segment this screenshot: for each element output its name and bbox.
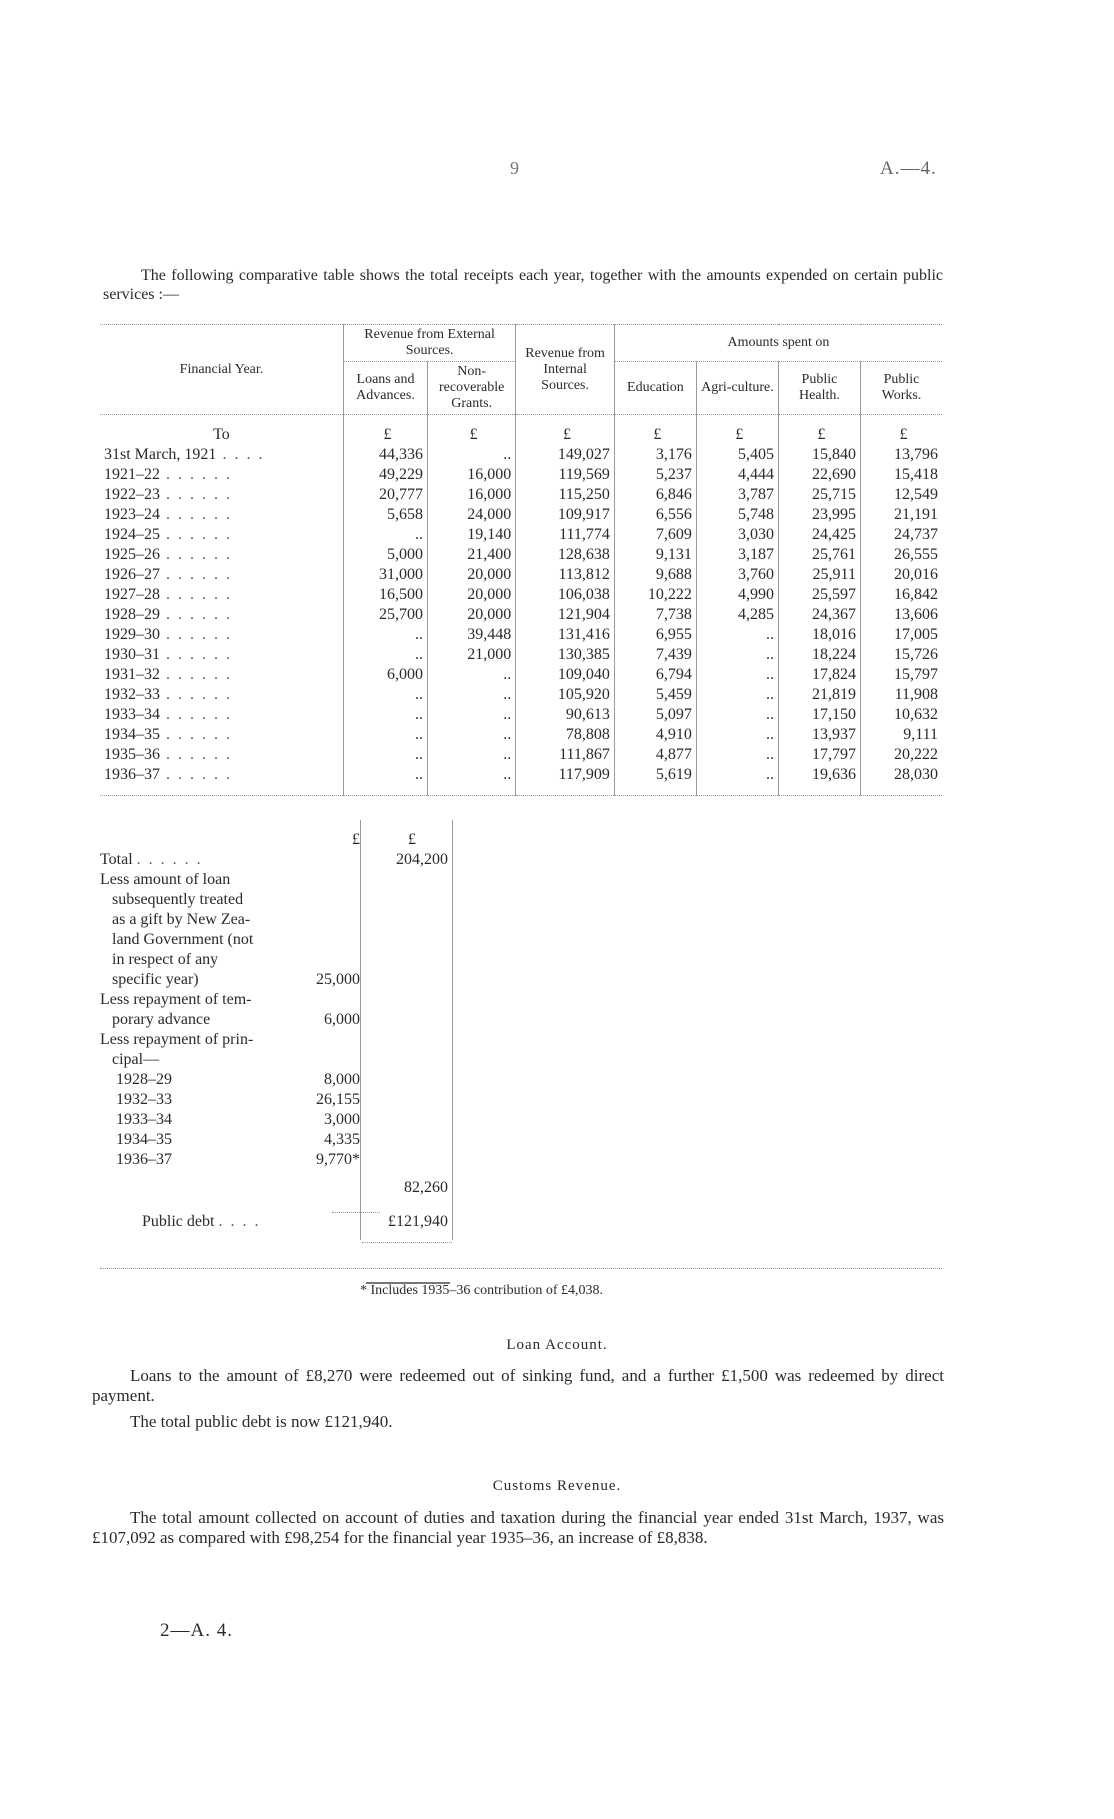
debt-summary xyxy=(100,830,460,1232)
cell-internal: 109,040 xyxy=(516,665,615,685)
cell-works: 13,796 xyxy=(860,445,942,465)
cell-health: 17,824 xyxy=(778,665,860,685)
principal-value: 8,000 xyxy=(324,1071,360,1088)
intro-text: The following comparative table shows the total receipts each year, together with the amounts expended on certain public services :— xyxy=(103,267,943,303)
cell-education: 9,688 xyxy=(614,565,696,585)
cell-internal: 121,904 xyxy=(516,605,615,625)
cell-internal: 115,250 xyxy=(516,485,615,505)
table-row xyxy=(100,465,942,485)
cell-education: 4,910 xyxy=(614,725,696,745)
cell-education: 7,439 xyxy=(614,645,696,665)
table-row xyxy=(100,665,942,685)
row-year xyxy=(100,445,343,465)
cell-agriculture: .. xyxy=(696,665,778,685)
cell-education: 5,097 xyxy=(614,705,696,725)
row-year-text: 1921–22 xyxy=(104,466,160,483)
table-spacer-row xyxy=(100,785,942,796)
leader-dots: . . . . . . xyxy=(160,766,232,783)
row-year-text: 1931–32 xyxy=(104,666,160,683)
row-year xyxy=(100,765,343,785)
leader-dots: . . . . . . xyxy=(136,851,203,868)
cell-internal: 130,385 xyxy=(516,645,615,665)
row-year xyxy=(100,705,343,725)
principal-value: 26,155 xyxy=(316,1091,360,1108)
customs-revenue-paragraph-block xyxy=(92,1508,944,1548)
table-body xyxy=(100,415,942,796)
summary-line-text: specific year) xyxy=(112,971,199,988)
cell-health: 25,715 xyxy=(778,485,860,505)
leader-dots: . . . . . . xyxy=(160,626,232,643)
cell-health: 24,425 xyxy=(778,525,860,545)
row-year xyxy=(100,605,343,625)
table-row xyxy=(100,685,942,705)
header-works: Public Works. xyxy=(860,362,942,415)
cell-grants: .. xyxy=(428,665,516,685)
cell-works: 15,418 xyxy=(860,465,942,485)
principal-year: 1934–35 xyxy=(116,1131,172,1148)
cell-works: 20,016 xyxy=(860,565,942,585)
cell-agriculture: .. xyxy=(696,685,778,705)
summary-line-text: cipal— xyxy=(112,1051,160,1068)
cell-health: 25,597 xyxy=(778,585,860,605)
leader-dots: . . . . . . xyxy=(160,646,232,663)
cell-grants: 20,000 xyxy=(428,605,516,625)
cell-internal: 113,812 xyxy=(516,565,615,585)
cell-grants: .. xyxy=(428,765,516,785)
row-year-text: 1925–26 xyxy=(104,546,160,563)
cell-loans: 31,000 xyxy=(343,565,427,585)
cell-works: 13,606 xyxy=(860,605,942,625)
currency-agriculture: £ xyxy=(696,415,778,446)
customs-paragraph: The total amount collected on account of duties and taxation during the financial year ended 31st March, 1937, was £107,092 as compared with £98,254 for the financial year 1935–36, an increase of £8,838. xyxy=(92,1508,944,1547)
header-health: Public Health. xyxy=(778,362,860,415)
principal-year: 1936–37 xyxy=(116,1151,172,1168)
leader-dots: . . . . . . xyxy=(160,606,232,623)
row-year-text: 1934–35 xyxy=(104,726,160,743)
principal-value: 9,770* xyxy=(316,1151,360,1168)
cell-works: 15,797 xyxy=(860,665,942,685)
table-row xyxy=(100,565,942,585)
row-year xyxy=(100,485,343,505)
principal-row xyxy=(100,1110,460,1130)
cell-health: 17,150 xyxy=(778,705,860,725)
table-row xyxy=(100,485,942,505)
row-year-text: 1932–33 xyxy=(104,686,160,703)
cell-loans: .. xyxy=(343,625,427,645)
currency-works: £ xyxy=(860,415,942,446)
cell-health: 18,224 xyxy=(778,645,860,665)
cell-grants: 16,000 xyxy=(428,485,516,505)
currency-health: £ xyxy=(778,415,860,446)
table-row xyxy=(100,745,942,765)
row-year-text: 1936–37 xyxy=(104,766,160,783)
summary-line-text: land Government (not xyxy=(112,931,254,948)
leader-dots: . . . . . . xyxy=(160,526,232,543)
summary-line xyxy=(100,1030,460,1050)
header-grants: Non-recoverable Grants. xyxy=(428,362,516,415)
cell-internal: 111,774 xyxy=(516,525,615,545)
cell-loans: .. xyxy=(343,685,427,705)
row-year xyxy=(100,625,343,645)
row-year xyxy=(100,565,343,585)
customs-revenue-heading: Customs Revenue. xyxy=(492,1478,622,1494)
row-year-text: 1926–27 xyxy=(104,566,160,583)
cell-education: 6,955 xyxy=(614,625,696,645)
table-row xyxy=(100,545,942,565)
row-year-text: 1922–23 xyxy=(104,486,160,503)
cell-education: 5,459 xyxy=(614,685,696,705)
cell-health: 17,797 xyxy=(778,745,860,765)
principal-row xyxy=(100,1150,460,1170)
cell-loans: .. xyxy=(343,765,427,785)
currency-internal: £ xyxy=(516,415,615,446)
cell-health: 13,937 xyxy=(778,725,860,745)
cell-grants: .. xyxy=(428,705,516,725)
summary-line xyxy=(100,950,460,970)
row-year-text: 1923–24 xyxy=(104,506,160,523)
cell-agriculture: 5,405 xyxy=(696,445,778,465)
summary-line-text: as a gift by New Zea- xyxy=(112,911,251,928)
row-year xyxy=(100,685,343,705)
summary-line xyxy=(100,870,460,890)
summary-line xyxy=(100,1050,460,1070)
header-amounts-spent: Amounts spent on xyxy=(614,325,942,362)
cell-health: 25,761 xyxy=(778,545,860,565)
principal-year: 1933–34 xyxy=(116,1111,172,1128)
cell-works: 11,908 xyxy=(860,685,942,705)
spacer-cell xyxy=(428,785,516,796)
cell-agriculture: 4,444 xyxy=(696,465,778,485)
row-year xyxy=(100,585,343,605)
cell-internal: 111,867 xyxy=(516,745,615,765)
table-row xyxy=(100,725,942,745)
summary-line-text: Less repayment of tem- xyxy=(100,991,252,1008)
row-year xyxy=(100,505,343,525)
table-row xyxy=(100,585,942,605)
cell-grants: 21,000 xyxy=(428,645,516,665)
cell-works: 24,737 xyxy=(860,525,942,545)
principal-row xyxy=(100,1090,460,1110)
cell-health: 24,367 xyxy=(778,605,860,625)
cell-internal: 90,613 xyxy=(516,705,615,725)
table-row xyxy=(100,645,942,665)
leader-dots: . . . . xyxy=(218,1213,261,1230)
leader-dots: . . . . . . xyxy=(160,746,232,763)
table-row xyxy=(100,605,942,625)
summary-line xyxy=(100,930,460,950)
deductions-rule xyxy=(362,1242,452,1243)
total-value: 204,200 xyxy=(396,851,448,868)
total-label xyxy=(100,850,203,870)
cell-loans: .. xyxy=(343,705,427,725)
cell-works: 15,726 xyxy=(860,645,942,665)
principal-value: 3,000 xyxy=(324,1111,360,1128)
cell-internal: 117,909 xyxy=(516,765,615,785)
spacer-cell xyxy=(696,785,778,796)
row-year-text: 1930–31 xyxy=(104,646,160,663)
cell-agriculture: 3,787 xyxy=(696,485,778,505)
cell-loans: 20,777 xyxy=(343,485,427,505)
header-loans: Loans and Advances. xyxy=(343,362,427,415)
leader-dots: . . . . . . xyxy=(160,486,232,503)
currency-loans: £ xyxy=(343,415,427,446)
cell-loans: 25,700 xyxy=(343,605,427,625)
spacer-cell xyxy=(100,785,343,796)
page-signature: 2—A. 4. xyxy=(160,1620,233,1641)
cell-works: 9,111 xyxy=(860,725,942,745)
cell-grants: 39,448 xyxy=(428,625,516,645)
page-number: 9 xyxy=(510,158,519,178)
table-row xyxy=(100,445,942,465)
row-year-text: 1935–36 xyxy=(104,746,160,763)
summary-line-value: 6,000 xyxy=(324,1011,360,1028)
cell-internal: 109,917 xyxy=(516,505,615,525)
summary-line xyxy=(100,1010,460,1030)
cell-agriculture: .. xyxy=(696,745,778,765)
cell-loans: .. xyxy=(343,645,427,665)
header-financial-year: Financial Year. xyxy=(100,325,343,415)
table-row xyxy=(100,765,942,785)
cell-agriculture: 4,990 xyxy=(696,585,778,605)
spacer-cell xyxy=(516,785,615,796)
cell-agriculture: 3,030 xyxy=(696,525,778,545)
summary-line-value: 25,000 xyxy=(316,971,360,988)
summary-line-text: Less amount of loan xyxy=(100,871,231,888)
cell-health: 25,911 xyxy=(778,565,860,585)
spacer-cell xyxy=(860,785,942,796)
header-internal-sources: Revenue from Internal Sources. xyxy=(516,325,615,415)
cell-education: 6,846 xyxy=(614,485,696,505)
to-label: To xyxy=(213,426,230,443)
row-year-text: 31st March, 1921 xyxy=(104,446,217,463)
currency-education: £ xyxy=(614,415,696,446)
summary-line xyxy=(100,990,460,1010)
summary-line-text: porary advance xyxy=(112,1011,211,1028)
document-reference: A.—4. xyxy=(880,158,937,179)
cell-education: 7,738 xyxy=(614,605,696,625)
cell-works: 26,555 xyxy=(860,545,942,565)
cell-health: 18,016 xyxy=(778,625,860,645)
principal-rows xyxy=(100,1070,460,1170)
cell-agriculture: 3,187 xyxy=(696,545,778,565)
cell-grants: 16,000 xyxy=(428,465,516,485)
cell-grants: 20,000 xyxy=(428,585,516,605)
loan-paragraph-2: The total public debt is now £121,940. xyxy=(130,1412,393,1431)
cell-agriculture: .. xyxy=(696,765,778,785)
cell-agriculture: 5,748 xyxy=(696,505,778,525)
cell-works: 28,030 xyxy=(860,765,942,785)
cell-health: 21,819 xyxy=(778,685,860,705)
cell-health: 19,636 xyxy=(778,765,860,785)
principal-row xyxy=(100,1130,460,1150)
cell-grants: 20,000 xyxy=(428,565,516,585)
cell-agriculture: .. xyxy=(696,705,778,725)
cell-loans: 6,000 xyxy=(343,665,427,685)
row-year xyxy=(100,545,343,565)
row-year-text: 1929–30 xyxy=(104,626,160,643)
leader-dots: . . . . . . xyxy=(160,586,232,603)
cell-education: 4,877 xyxy=(614,745,696,765)
intro-paragraph xyxy=(103,266,943,304)
leader-dots: . . . . . . xyxy=(160,686,232,703)
cell-loans: 49,229 xyxy=(343,465,427,485)
summary-line-text: subsequently treated xyxy=(112,891,244,908)
leader-dots: . . . . . . xyxy=(160,666,232,683)
row-year xyxy=(100,725,343,745)
less-gift-lines xyxy=(100,870,460,990)
header-agriculture: Agri-culture. xyxy=(696,362,778,415)
table-row xyxy=(100,525,942,545)
leader-dots: . . . . xyxy=(216,446,265,463)
cell-health: 22,690 xyxy=(778,465,860,485)
leader-dots: . . . . . . xyxy=(160,546,232,563)
cell-works: 16,842 xyxy=(860,585,942,605)
public-debt-value: £121,940 xyxy=(388,1213,448,1230)
principal-row xyxy=(100,1070,460,1090)
cell-education: 7,609 xyxy=(614,525,696,545)
table-row xyxy=(100,705,942,725)
leader-dots: . . . . . . xyxy=(160,726,232,743)
spacer-cell xyxy=(343,785,427,796)
spacer-cell xyxy=(778,785,860,796)
principal-year: 1928–29 xyxy=(116,1071,172,1088)
cell-health: 23,995 xyxy=(778,505,860,525)
header-education: Education xyxy=(614,362,696,415)
cell-loans: .. xyxy=(343,725,427,745)
cell-loans: .. xyxy=(343,745,427,765)
cell-grants: .. xyxy=(428,685,516,705)
row-year-text: 1933–34 xyxy=(104,706,160,723)
bottom-rule xyxy=(100,1268,942,1269)
less-principal-lines xyxy=(100,1030,460,1070)
cell-agriculture: .. xyxy=(696,625,778,645)
cell-works: 21,191 xyxy=(860,505,942,525)
cell-grants: .. xyxy=(428,725,516,745)
cell-internal: 78,808 xyxy=(516,725,615,745)
cell-loans: 16,500 xyxy=(343,585,427,605)
row-year xyxy=(100,665,343,685)
cell-education: 5,237 xyxy=(614,465,696,485)
cell-health: 15,840 xyxy=(778,445,860,465)
summary-line-text: in respect of any xyxy=(112,951,219,968)
cell-education: 5,619 xyxy=(614,765,696,785)
table-row xyxy=(100,625,942,645)
cell-loans: .. xyxy=(343,525,427,545)
row-year xyxy=(100,525,343,545)
cell-grants: 24,000 xyxy=(428,505,516,525)
cell-internal: 119,569 xyxy=(516,465,615,485)
cell-internal: 149,027 xyxy=(516,445,615,465)
loan-paragraph-1: Loans to the amount of £8,270 were redeemed out of sinking fund, and a further £1,500 was redeemed by direct payment. xyxy=(92,1366,944,1405)
summary-line xyxy=(100,890,460,910)
loan-account-heading: Loan Account. xyxy=(506,1337,608,1353)
leader-dots: . . . . . . xyxy=(160,566,232,583)
cell-grants: 19,140 xyxy=(428,525,516,545)
summary-line-text: Less repayment of prin- xyxy=(100,1031,254,1048)
summary-line xyxy=(100,970,460,990)
public-debt-label xyxy=(142,1212,260,1232)
cell-education: 3,176 xyxy=(614,445,696,465)
currency-grants: £ xyxy=(428,415,516,446)
cell-grants: 21,400 xyxy=(428,545,516,565)
comparative-table xyxy=(100,324,942,796)
header-external-sources: Revenue from External Sources. xyxy=(343,325,515,362)
summary-currency-2: £ xyxy=(408,831,416,848)
cell-agriculture: 3,760 xyxy=(696,565,778,585)
cell-education: 10,222 xyxy=(614,585,696,605)
summary-line xyxy=(100,910,460,930)
cell-agriculture: .. xyxy=(696,725,778,745)
leader-dots: . . . . . . xyxy=(160,506,232,523)
row-year xyxy=(100,645,343,665)
row-year-text: 1928–29 xyxy=(104,606,160,623)
leader-dots: . . . . . . xyxy=(160,466,232,483)
cell-education: 6,556 xyxy=(614,505,696,525)
cell-works: 20,222 xyxy=(860,745,942,765)
cell-education: 9,131 xyxy=(614,545,696,565)
total-label-text: Total xyxy=(100,851,133,868)
summary-currency-1: £ xyxy=(352,831,360,848)
cell-grants: .. xyxy=(428,445,516,465)
cell-works: 12,549 xyxy=(860,485,942,505)
principal-value: 4,335 xyxy=(324,1131,360,1148)
deductions-total: 82,260 xyxy=(404,1179,448,1196)
principal-year: 1932–33 xyxy=(116,1091,172,1108)
cell-agriculture: 4,285 xyxy=(696,605,778,625)
cell-internal: 105,920 xyxy=(516,685,615,705)
cell-internal: 106,038 xyxy=(516,585,615,605)
row-year-text: 1927–28 xyxy=(104,586,160,603)
row-year-text: 1924–25 xyxy=(104,526,160,543)
cell-loans: 5,658 xyxy=(343,505,427,525)
cell-grants: .. xyxy=(428,745,516,765)
cell-works: 17,005 xyxy=(860,625,942,645)
leader-dots: . . . . . . xyxy=(160,706,232,723)
less-temp-lines xyxy=(100,990,460,1030)
public-debt-label-text: Public debt xyxy=(142,1213,215,1230)
row-year xyxy=(100,465,343,485)
cell-internal: 128,638 xyxy=(516,545,615,565)
cell-education: 6,794 xyxy=(614,665,696,685)
footnote: * Includes 1935–36 contribution of £4,038. xyxy=(360,1283,604,1298)
cell-loans: 5,000 xyxy=(343,545,427,565)
loan-account-paragraphs xyxy=(92,1366,944,1432)
cell-works: 10,632 xyxy=(860,705,942,725)
spacer-cell xyxy=(614,785,696,796)
table-row xyxy=(100,505,942,525)
cell-loans: 44,336 xyxy=(343,445,427,465)
row-year xyxy=(100,745,343,765)
cell-internal: 131,416 xyxy=(516,625,615,645)
cell-agriculture: .. xyxy=(696,645,778,665)
